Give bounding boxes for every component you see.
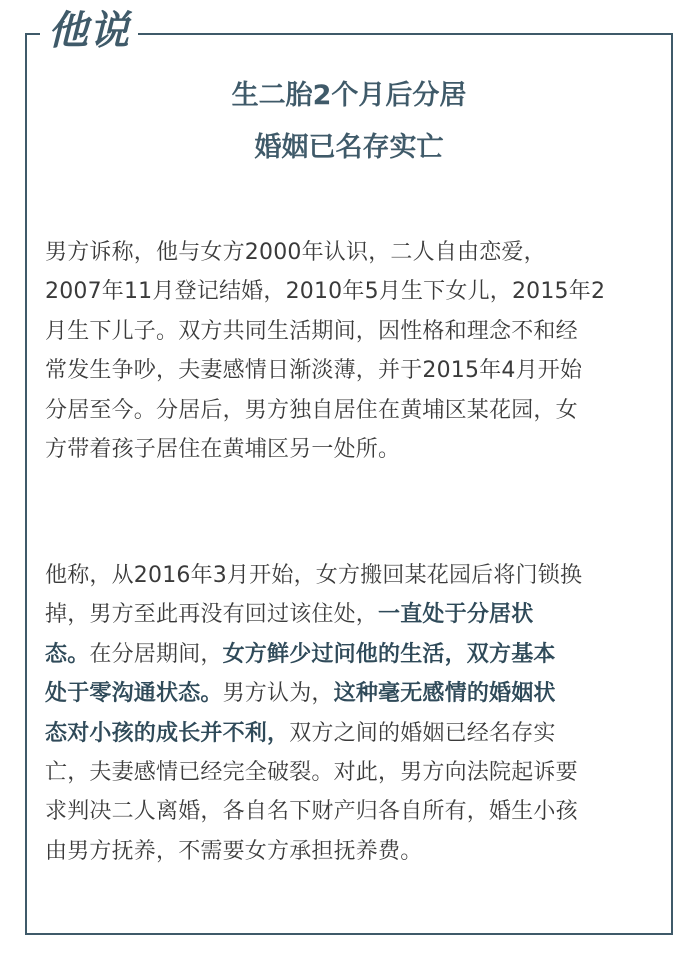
bold-text: 态。: [45, 641, 90, 667]
bold-text: 一直处于分居状: [378, 602, 534, 628]
paragraph-2-line: [45, 595, 657, 634]
text: 求判决二人离婚，各自名下财产归各自所有，婚生小孩: [45, 799, 578, 825]
paragraph-2-line: [45, 674, 657, 713]
bold-text: 这种毫无感情的婚姻状: [333, 681, 556, 707]
paragraph-1-line: 月生下儿子。双方共同生活期间，因性格和理念不和经: [45, 318, 578, 344]
paragraph-2-line: [45, 792, 657, 831]
paragraph-2-line: [45, 753, 657, 792]
paragraph-2-line: [45, 635, 657, 674]
paragraph-1-line: 男方诉称，他与女方2000年认识，二人自由恋爱，: [45, 240, 546, 265]
headline-line-1: 生二胎2个月后分居: [231, 80, 467, 111]
bold-text: 处于零沟通状态。: [45, 681, 223, 707]
paragraph-1-line: 分居至今。分居后，男方独自居住在黄埔区某花园，女: [45, 397, 578, 423]
section-tag: 他说: [40, 0, 138, 62]
text: 由男方抚养，不需要女方承担抚养费。: [45, 838, 423, 864]
text: 亡，夫妻感情已经完全破裂。对此，男方向法院起诉要: [45, 760, 578, 786]
text: 男方认为，: [222, 681, 334, 707]
text: 在分居期间，: [89, 641, 223, 667]
paragraph-1-line: 方带着孩子居住在黄埔区另一处所。: [45, 437, 401, 463]
paragraph-2-line: [45, 714, 657, 753]
paragraph-2: [45, 556, 657, 871]
text: 他称，从2016年3月开始，女方搬回某花园后将门锁换: [45, 563, 583, 588]
text: 双方之间的婚姻已经名存实: [289, 720, 556, 746]
paragraph-1-line: 常发生争吵，夫妻感情日渐淡薄，并于2015年4月开始: [45, 358, 583, 384]
paragraph-1: [45, 233, 657, 469]
paragraph-1-line: 2007年11月登记结婚，2010年5月生下女儿，2015年2: [45, 279, 606, 305]
paragraph-2-line: [45, 832, 657, 871]
headline-line-2: 婚姻已名存实亡: [254, 132, 444, 163]
paragraph-2-line: [45, 556, 657, 595]
bold-text: 女方鲜少过问他的生活，双方基本: [222, 641, 556, 667]
bold-text: 态对小孩的成长并不利，: [45, 720, 290, 746]
text: 掉，男方至此再没有回过该住处，: [45, 602, 379, 628]
